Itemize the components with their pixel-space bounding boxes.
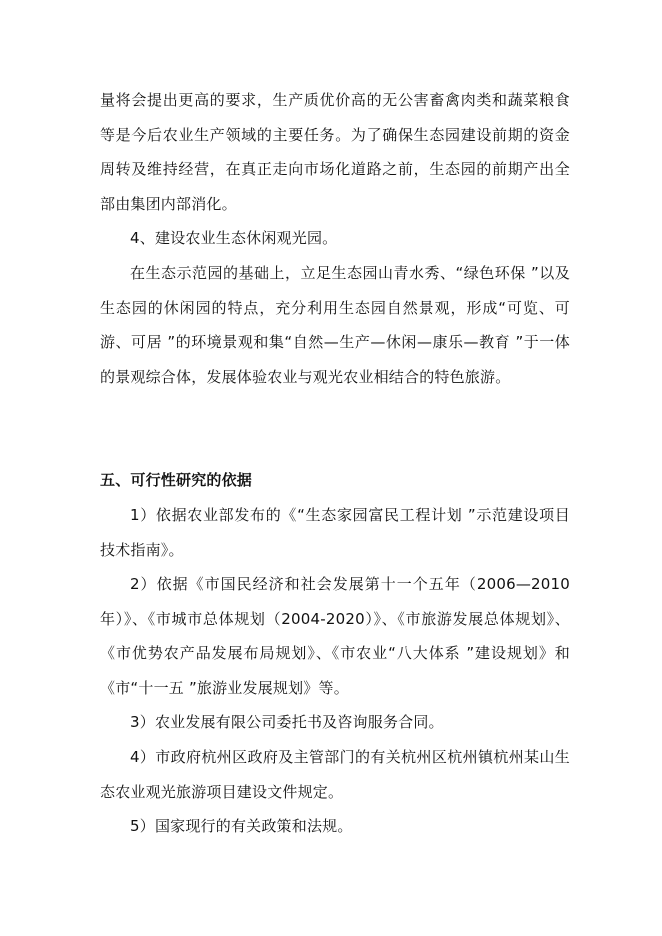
item-4-title: 4、建设农业生态休闲观光园。 [130,229,338,247]
basis-item-3: 3）农业发展有限公司委托书及咨询服务合同。 [130,713,444,731]
paragraph-continuation: 量将会提出更高的要求，生产质优价高的无公害畜禽肉类和蔬菜粮食等是今后农业生产领域的主要任务。为了确保生态园建设前期的资金周转及维持经营，在真正走向市场化道路之前，生态园的前期产出全部由集团内部消化。 [100,91,570,213]
basis-item-5: 5）国家现行的有关政策和法规。 [130,817,353,835]
item-4-body: 在生态示范园的基础上，立足生态园山青水秀、“绿色环保 ”以及生态园的休闲园的特点，充分利用生态园自然景观，形成“可览、可游、可居 ”的环境景观和集“自然—生产—休闲—康乐—教育 ”于一体的景观综合体，发展体验农业与观光农业相结合的特色旅游。 [100,264,570,386]
basis-item-2: 2）依据《市国民经济和社会发展第十一个五年（2006—2010年）》、《市城市总体规划（2004-2020）》、《市旅游发展总体规划》、《市优势农产品发展布局规划》、《市农业“八大体系 ”建设规划》和《市“十一五 ”旅游业发展规划》等。 [100,575,570,697]
section-5-heading: 五、可行性研究的依据 [100,471,253,489]
basis-item-4: 4）市政府杭州区政府及主管部门的有关杭州区杭州镇杭州某山生态农业观光旅游项目建设文件规定。 [100,748,570,801]
basis-item-1: 1）依据农业部发布的《“生态家园富民工程计划 ”示范建设项目技术指南》。 [100,506,570,559]
